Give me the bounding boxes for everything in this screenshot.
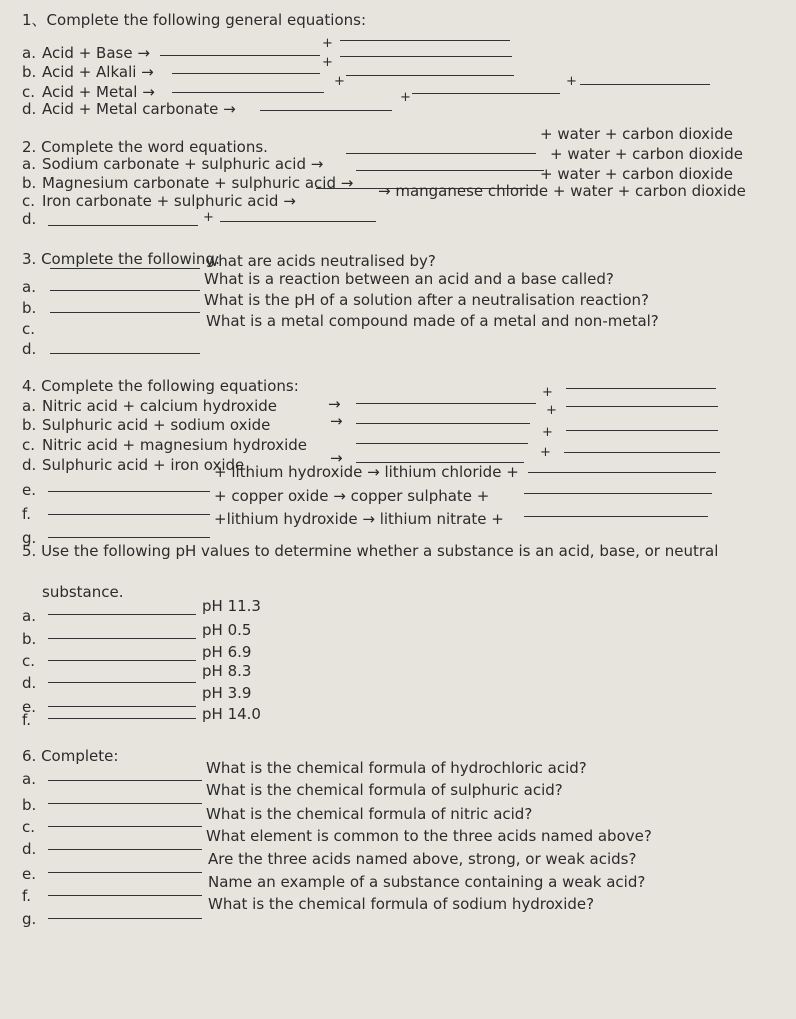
q1-b-plus: +: [322, 55, 333, 70]
q4-c-blank-1[interactable]: [356, 443, 528, 444]
q4-title: 4. Complete the following equations:: [22, 377, 299, 395]
q1-a-letter: a.: [22, 44, 36, 62]
q3-b-text: What is a reaction between an acid and a base called?: [204, 270, 614, 288]
q6-d-letter: d.: [22, 840, 37, 858]
q6-f-blank[interactable]: [48, 895, 202, 896]
q6-e-text: Are the three acids named above, strong, or weak acids?: [208, 850, 637, 868]
q6-a-text: What is the chemical formula of hydrochloric acid?: [206, 759, 587, 777]
q1-a-blank-1[interactable]: [160, 55, 320, 56]
q4-g-blank-2[interactable]: [524, 516, 708, 517]
q2-a-left: Sodium carbonate + sulphuric acid →: [42, 155, 324, 173]
q4-a-plus: +: [542, 385, 553, 400]
q5-d-blank[interactable]: [48, 682, 196, 683]
q2-d-right: → manganese chloride + water + carbon dioxide: [378, 182, 746, 200]
q6-b-blank[interactable]: [48, 803, 202, 804]
q4-f-blank-2[interactable]: [524, 493, 712, 494]
q6-g-letter: g.: [22, 910, 37, 928]
q4-a-blank-2[interactable]: [566, 388, 716, 389]
q6-a-letter: a.: [22, 770, 36, 788]
q6-e-blank[interactable]: [48, 872, 202, 873]
q1-b-letter: b.: [22, 63, 37, 81]
q5-title-line1: 5. Use the following pH values to determine whether a substance is an acid, base, or neutral: [22, 542, 719, 560]
q3-c-blank[interactable]: [50, 312, 200, 313]
q4-b-arrow: →: [330, 412, 343, 430]
q6-title: 6. Complete:: [22, 747, 119, 765]
q1-c-letter: c.: [22, 83, 36, 101]
q5-a-blank[interactable]: [48, 614, 196, 615]
q1-a-plus: +: [322, 36, 333, 51]
q2-a-blank[interactable]: [346, 153, 536, 154]
q4-b-letter: b.: [22, 416, 37, 434]
q3-d-text: What is a metal compound made of a metal and non-metal?: [206, 312, 659, 330]
q6-d-blank[interactable]: [48, 849, 202, 850]
q5-f-ph: pH 14.0: [202, 705, 261, 723]
q3-a-text: what are acids neutralised by?: [206, 252, 436, 270]
q1-c-blank-3[interactable]: [580, 84, 710, 85]
q4-g-blank-1[interactable]: [48, 537, 210, 538]
q6-a-blank[interactable]: [48, 780, 202, 781]
q5-b-blank[interactable]: [48, 638, 196, 639]
q3-a-blank[interactable]: [50, 268, 200, 269]
q5-c-blank[interactable]: [48, 660, 196, 661]
q4-b-blank-1[interactable]: [356, 423, 530, 424]
q5-e-letter: e.: [22, 698, 36, 716]
q5-d-letter: d.: [22, 674, 37, 692]
q6-e-letter: e.: [22, 865, 36, 883]
q2-d-plus: +: [203, 210, 214, 225]
q2-d-letter: d.: [22, 210, 37, 228]
q1-d-blank-2[interactable]: [412, 93, 560, 94]
q2-b-left: Magnesium carbonate + sulphuric acid →: [42, 174, 354, 192]
q3-d-letter: d.: [22, 340, 37, 358]
q1-a-text: Acid + Base →: [42, 44, 150, 62]
q5-c-ph: pH 6.9: [202, 643, 252, 661]
q4-e-letter: e.: [22, 481, 36, 499]
q2-b-right: + water + carbon dioxide: [550, 145, 743, 163]
q6-c-blank[interactable]: [48, 826, 202, 827]
q3-b-letter: b.: [22, 299, 37, 317]
q4-c-letter: c.: [22, 436, 36, 454]
q5-f-letter: f.: [22, 711, 31, 729]
q4-d-text: Sulphuric acid + iron oxide: [42, 456, 245, 474]
q1-d-plus: +: [400, 90, 411, 105]
q3-b-blank[interactable]: [50, 290, 200, 291]
q4-d-blank-2[interactable]: [564, 452, 720, 453]
q2-a-letter: a.: [22, 155, 36, 173]
q1-c-blank-2[interactable]: [346, 75, 514, 76]
q4-e-text: + lithium hydroxide → lithium chloride +: [214, 463, 519, 481]
q5-b-letter: b.: [22, 630, 37, 648]
q3-a-letter: a.: [22, 278, 36, 296]
q4-a-blank-1[interactable]: [356, 403, 536, 404]
q6-f-text: Name an example of a substance containing a weak acid?: [208, 873, 646, 891]
q4-c-plus: +: [542, 425, 553, 440]
q4-b-plus: +: [546, 403, 557, 418]
q3-title: 3. Complete the following:: [22, 250, 221, 268]
q4-e-blank-2[interactable]: [528, 472, 716, 473]
q1-a-blank-2[interactable]: [340, 40, 510, 41]
q1-d-letter: d.: [22, 100, 37, 118]
q2-c-left: Iron carbonate + sulphuric acid →: [42, 192, 296, 210]
q6-b-letter: b.: [22, 796, 37, 814]
q5-f-blank[interactable]: [48, 718, 196, 719]
q4-e-blank-1[interactable]: [48, 491, 210, 492]
q3-c-text: What is the pH of a solution after a neutralisation reaction?: [204, 291, 649, 309]
q5-a-ph: pH 11.3: [202, 597, 261, 615]
q5-e-blank[interactable]: [48, 706, 196, 707]
q3-c-letter: c.: [22, 320, 36, 338]
q4-d-plus: +: [540, 445, 551, 460]
q4-f-letter: f.: [22, 505, 31, 523]
q6-d-text: What element is common to the three acids named above?: [206, 827, 652, 845]
q6-c-text: What is the chemical formula of nitric acid?: [206, 805, 533, 823]
q4-c-text: Nitric acid + magnesium hydroxide: [42, 436, 308, 454]
q2-d-blank-1[interactable]: [48, 225, 198, 226]
q1-c-text: Acid + Metal →: [42, 83, 155, 101]
q1-d-text: Acid + Metal carbonate →: [42, 100, 236, 118]
q4-f-blank-1[interactable]: [48, 514, 210, 515]
q2-d-blank-2[interactable]: [220, 221, 376, 222]
q2-c-letter: c.: [22, 192, 36, 210]
q2-c-right: + water + carbon dioxide: [540, 165, 733, 183]
q1-b-blank-1[interactable]: [172, 73, 320, 74]
q5-a-letter: a.: [22, 607, 36, 625]
q6-c-letter: c.: [22, 818, 36, 836]
q5-e-ph: pH 3.9: [202, 684, 252, 702]
q5-c-letter: c.: [22, 652, 36, 670]
q4-a-text: Nitric acid + calcium hydroxide: [42, 397, 278, 415]
q6-g-text: What is the chemical formula of sodium hydroxide?: [208, 895, 595, 913]
q4-f-text: + copper oxide → copper sulphate +: [214, 487, 490, 505]
q4-c-blank-2[interactable]: [566, 430, 718, 431]
q2-b-blank[interactable]: [356, 170, 544, 171]
q4-a-arrow: →: [328, 395, 341, 413]
q4-a-letter: a.: [22, 397, 36, 415]
q4-b-text: Sulphuric acid + sodium oxide: [42, 416, 271, 434]
q1-c-plus-2: +: [566, 74, 577, 89]
q1-b-blank-2[interactable]: [340, 56, 512, 57]
q4-d-arrow: →: [330, 449, 343, 467]
q1-c-blank-1[interactable]: [172, 92, 324, 93]
q4-g-text: +lithium hydroxide → lithium nitrate +: [214, 510, 504, 528]
q4-b-blank-2[interactable]: [566, 406, 718, 407]
q4-g-letter: g.: [22, 529, 37, 547]
q6-g-blank[interactable]: [48, 918, 202, 919]
q4-d-letter: d.: [22, 456, 37, 474]
q1-d-blank-1[interactable]: [260, 110, 392, 111]
q6-b-text: What is the chemical formula of sulphuric acid?: [206, 781, 563, 799]
q2-b-letter: b.: [22, 174, 37, 192]
q6-f-letter: f.: [22, 887, 31, 905]
q2-a-right: + water + carbon dioxide: [540, 125, 733, 143]
q2-title: 2. Complete the word equations.: [22, 138, 268, 156]
q3-d-blank[interactable]: [50, 353, 200, 354]
q1-title: 1、Complete the following general equations:: [22, 11, 367, 29]
q5-d-ph: pH 8.3: [202, 662, 252, 680]
q1-c-plus-1: +: [334, 74, 345, 89]
q5-b-ph: pH 0.5: [202, 621, 252, 639]
q1-b-text: Acid + Alkali →: [42, 63, 154, 81]
q5-title-line2: substance.: [42, 583, 124, 601]
